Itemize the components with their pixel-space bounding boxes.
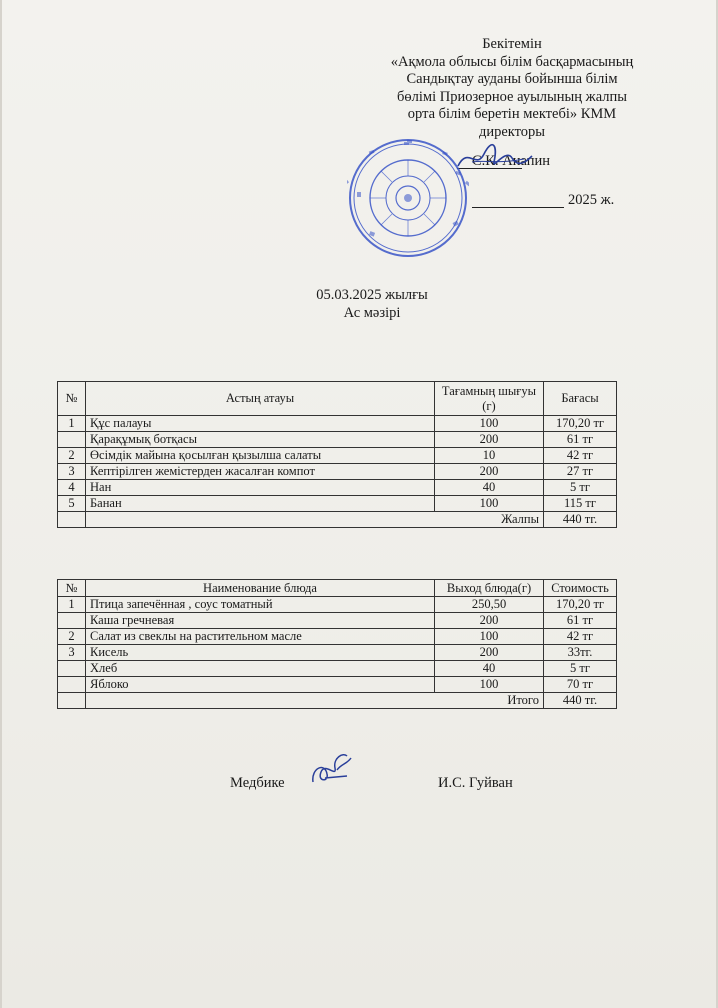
- total-row: [58, 512, 617, 528]
- total-num-cell: [58, 693, 86, 709]
- row-output: 200: [435, 613, 544, 629]
- row-output: 100: [435, 496, 544, 512]
- row-num: 3: [58, 645, 86, 661]
- approval-line: бөлімі Приозерное ауылының жалпы: [397, 88, 627, 105]
- row-output: 200: [435, 432, 544, 448]
- row-num: 1: [58, 416, 86, 432]
- row-name: Нан: [86, 480, 435, 496]
- total-row: [58, 693, 617, 709]
- approval-block: [342, 36, 682, 141]
- row-name: Өсімдік майына қосылған қызылша салаты: [86, 448, 435, 464]
- row-price: 170,20 тг: [544, 416, 617, 432]
- header-name: Астың атауы: [86, 382, 435, 416]
- table-row: [58, 496, 617, 512]
- table-header: [58, 580, 617, 597]
- nurse-signature-icon: [307, 748, 355, 792]
- header-output: Выход блюда(г): [435, 580, 544, 597]
- header-num: №: [58, 580, 86, 597]
- total-value: 440 тг.: [544, 693, 617, 709]
- row-price: 61 тг: [544, 432, 617, 448]
- row-num: 2: [58, 629, 86, 645]
- approval-line: директоры: [478, 123, 546, 140]
- row-name: Хлеб: [86, 661, 435, 677]
- row-price: 61 тг: [544, 613, 617, 629]
- row-price: 42 тг: [544, 629, 617, 645]
- row-name: Птица запечённая , соус томатный: [86, 597, 435, 613]
- row-output: 100: [435, 629, 544, 645]
- total-label: Жалпы: [86, 512, 544, 528]
- row-price: 33тг.: [544, 645, 617, 661]
- total-label: Итого: [86, 693, 544, 709]
- row-price: 42 тг: [544, 448, 617, 464]
- row-output: 200: [435, 464, 544, 480]
- table-header: [58, 382, 617, 416]
- row-price: 5 тг: [544, 480, 617, 496]
- total-value: 440 тг.: [544, 512, 617, 528]
- table-row: [58, 448, 617, 464]
- row-name: Кептірілген жемістерден жасалған компот: [86, 464, 435, 480]
- table-row: [58, 613, 617, 629]
- header-output: Тағамның шығуы (г): [435, 382, 544, 416]
- row-output: 100: [435, 416, 544, 432]
- director-signature-icon: [454, 140, 534, 176]
- row-output: 250,50: [435, 597, 544, 613]
- table-row: [58, 629, 617, 645]
- table-row: [58, 464, 617, 480]
- row-num: 1: [58, 597, 86, 613]
- row-name: Қарақұмық ботқасы: [86, 432, 435, 448]
- header-price: Бағасы: [544, 382, 617, 416]
- row-price: 5 тг: [544, 661, 617, 677]
- row-name: Банан: [86, 496, 435, 512]
- row-name: Яблоко: [86, 677, 435, 693]
- date-line: [472, 207, 564, 208]
- row-num: [58, 613, 86, 629]
- approval-line: «Ақмола облысы білім басқармасының: [390, 53, 634, 70]
- menu-date: 05.03.2025 жылғы: [316, 287, 428, 303]
- school-seal-icon: [347, 137, 469, 259]
- row-name: Салат из свеклы на растительном масле: [86, 629, 435, 645]
- row-output: 100: [435, 677, 544, 693]
- row-num: [58, 677, 86, 693]
- director-name: С.К. Анапин: [472, 153, 550, 169]
- row-name: Кисель: [86, 645, 435, 661]
- row-num: 5: [58, 496, 86, 512]
- row-num: 2: [58, 448, 86, 464]
- table-row: [58, 645, 617, 661]
- approval-line: Бекітемін: [482, 36, 542, 52]
- approval-date: 2025 ж.: [568, 192, 615, 208]
- row-name: Құс палауы: [86, 416, 435, 432]
- header-price: Стоимость: [544, 580, 617, 597]
- total-num-cell: [58, 512, 86, 528]
- document-page: [2, 0, 716, 1008]
- row-price: 70 тг: [544, 677, 617, 693]
- table-row: [58, 432, 617, 448]
- row-name: Каша гречневая: [86, 613, 435, 629]
- header-name: Наименование блюда: [86, 580, 435, 597]
- row-price: 170,20 тг: [544, 597, 617, 613]
- menu-title: Ас мәзірі: [343, 305, 401, 321]
- row-price: 27 тг: [544, 464, 617, 480]
- table-row: [58, 677, 617, 693]
- header-num: №: [58, 382, 86, 416]
- row-output: 40: [435, 480, 544, 496]
- table-row: [58, 416, 617, 432]
- document-heading: [202, 286, 542, 322]
- menu-table-ru: [57, 579, 617, 709]
- table-row: [58, 661, 617, 677]
- table-row: [58, 480, 617, 496]
- row-output: 200: [435, 645, 544, 661]
- row-num: 4: [58, 480, 86, 496]
- row-num: 3: [58, 464, 86, 480]
- row-output: 40: [435, 661, 544, 677]
- approval-line: Сандықтау ауданы бойынша білім: [406, 71, 618, 87]
- nurse-role: Медбике: [230, 775, 285, 791]
- table-row: [58, 597, 617, 613]
- row-price: 115 тг: [544, 496, 617, 512]
- row-num: [58, 661, 86, 677]
- row-output: 10: [435, 448, 544, 464]
- approval-line: орта білім беретін мектебі» КММ: [407, 106, 617, 122]
- nurse-name: И.С. Гуйван: [438, 775, 513, 791]
- menu-table-kz: [57, 381, 617, 528]
- row-num: [58, 432, 86, 448]
